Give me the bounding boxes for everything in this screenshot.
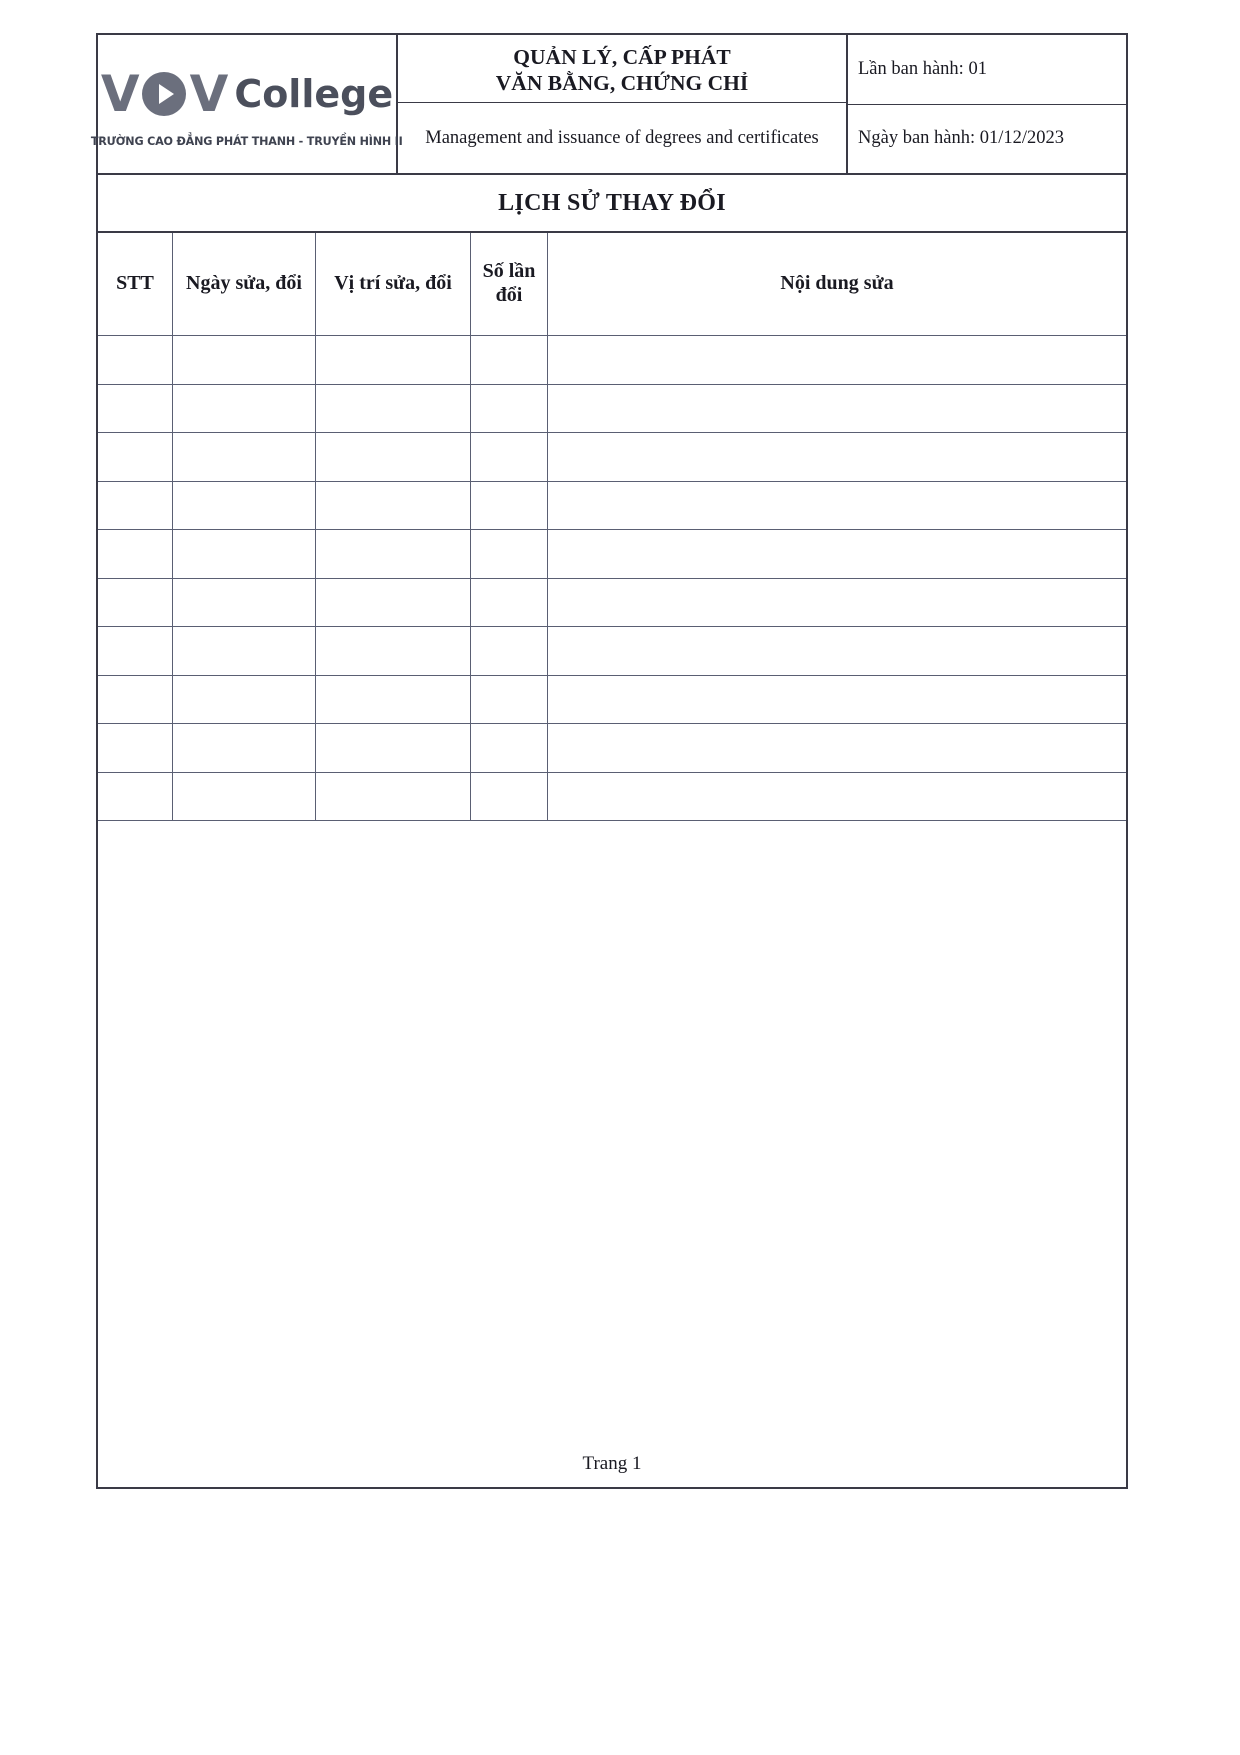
cell-date[interactable] <box>173 384 316 433</box>
cell-content[interactable] <box>548 481 1127 530</box>
cell-position[interactable] <box>316 530 471 579</box>
cell-stt[interactable] <box>98 675 173 724</box>
page-blank-area <box>98 821 1126 1441</box>
cell-count[interactable] <box>471 530 548 579</box>
document-header <box>91 35 1126 175</box>
cell-date[interactable] <box>173 675 316 724</box>
table-row[interactable] <box>98 627 1126 676</box>
table-row[interactable] <box>98 578 1126 627</box>
logo-college-text: College <box>234 71 394 116</box>
cell-stt[interactable] <box>98 772 173 821</box>
institution-name: TRƯỜNG CAO ĐẲNG PHÁT THANH - TRUYỀN HÌNH II <box>91 133 403 148</box>
table-row[interactable] <box>98 481 1126 530</box>
cell-count[interactable] <box>471 433 548 482</box>
table-row[interactable] <box>98 433 1126 482</box>
cell-content[interactable] <box>548 384 1127 433</box>
table-header <box>98 233 1126 336</box>
document-title-english: Management and issuance of degrees and certificates <box>425 127 819 148</box>
cell-date[interactable] <box>173 578 316 627</box>
cell-stt[interactable] <box>98 724 173 773</box>
cell-content[interactable] <box>548 772 1127 821</box>
cell-position[interactable] <box>316 627 471 676</box>
play-circle-icon <box>142 72 186 116</box>
cell-stt[interactable] <box>98 384 173 433</box>
cell-content[interactable] <box>548 433 1127 482</box>
cell-stt[interactable] <box>98 336 173 385</box>
column-header-position: Vị trí sửa, đổi <box>316 233 471 336</box>
document-title-vietnamese <box>398 35 846 103</box>
section-title: LỊCH SỬ THAY ĐỔI <box>98 175 1126 233</box>
column-header-stt: STT <box>98 233 173 336</box>
page-footer <box>98 1441 1126 1487</box>
cell-count[interactable] <box>471 772 548 821</box>
table-row[interactable] <box>98 530 1126 579</box>
cell-content[interactable] <box>548 530 1127 579</box>
cell-content[interactable] <box>548 336 1127 385</box>
table-row[interactable] <box>98 724 1126 773</box>
logo-wordmark <box>101 63 393 125</box>
table-header-row <box>98 233 1126 336</box>
issue-number: Lần ban hành: 01 <box>848 35 1126 105</box>
cell-count[interactable] <box>471 724 548 773</box>
cell-date[interactable] <box>173 336 316 385</box>
cell-date[interactable] <box>173 627 316 676</box>
document-title-vn-line2: VĂN BẰNG, CHỨNG CHỈ <box>495 71 749 96</box>
document-title-vn-line1: QUẢN LÝ, CẤP PHÁT <box>513 45 731 69</box>
cell-stt[interactable] <box>98 578 173 627</box>
document-page <box>91 33 1128 1489</box>
column-header-date: Ngày sửa, đổi <box>173 233 316 336</box>
cell-position[interactable] <box>316 336 471 385</box>
cell-stt[interactable] <box>98 627 173 676</box>
change-history-table <box>98 233 1126 821</box>
table-row[interactable] <box>98 675 1126 724</box>
cell-stt[interactable] <box>98 481 173 530</box>
logo-block <box>91 35 403 173</box>
cell-position[interactable] <box>316 433 471 482</box>
column-header-content: Nội dung sửa <box>548 233 1127 336</box>
cell-stt[interactable] <box>98 433 173 482</box>
page-number-label: Trang 1 <box>582 1453 642 1474</box>
vov-letter-v1: V <box>100 64 138 123</box>
cell-count[interactable] <box>471 578 548 627</box>
cell-date[interactable] <box>173 772 316 821</box>
cell-date[interactable] <box>173 530 316 579</box>
issue-date: Ngày ban hành: 01/12/2023 <box>858 128 1065 149</box>
document-title-block <box>398 35 848 173</box>
cell-date[interactable] <box>173 433 316 482</box>
cell-position[interactable] <box>316 724 471 773</box>
cell-position[interactable] <box>316 772 471 821</box>
cell-date[interactable] <box>173 724 316 773</box>
table-body <box>98 336 1126 821</box>
column-header-count: Số lần đổi <box>471 233 548 336</box>
cell-content[interactable] <box>548 724 1127 773</box>
table-row[interactable] <box>98 336 1126 385</box>
cell-count[interactable] <box>471 627 548 676</box>
vov-letter-v2: V <box>189 64 227 123</box>
cell-content[interactable] <box>548 578 1127 627</box>
cell-count[interactable] <box>471 675 548 724</box>
table-row[interactable] <box>98 384 1126 433</box>
cell-count[interactable] <box>471 481 548 530</box>
cell-position[interactable] <box>316 675 471 724</box>
document-meta-block <box>848 35 1126 173</box>
cell-stt[interactable] <box>98 530 173 579</box>
cell-position[interactable] <box>316 384 471 433</box>
cell-content[interactable] <box>548 627 1127 676</box>
cell-count[interactable] <box>471 336 548 385</box>
table-row[interactable] <box>98 772 1126 821</box>
cell-date[interactable] <box>173 481 316 530</box>
cell-content[interactable] <box>548 675 1127 724</box>
cell-position[interactable] <box>316 481 471 530</box>
cell-count[interactable] <box>471 384 548 433</box>
cell-position[interactable] <box>316 578 471 627</box>
